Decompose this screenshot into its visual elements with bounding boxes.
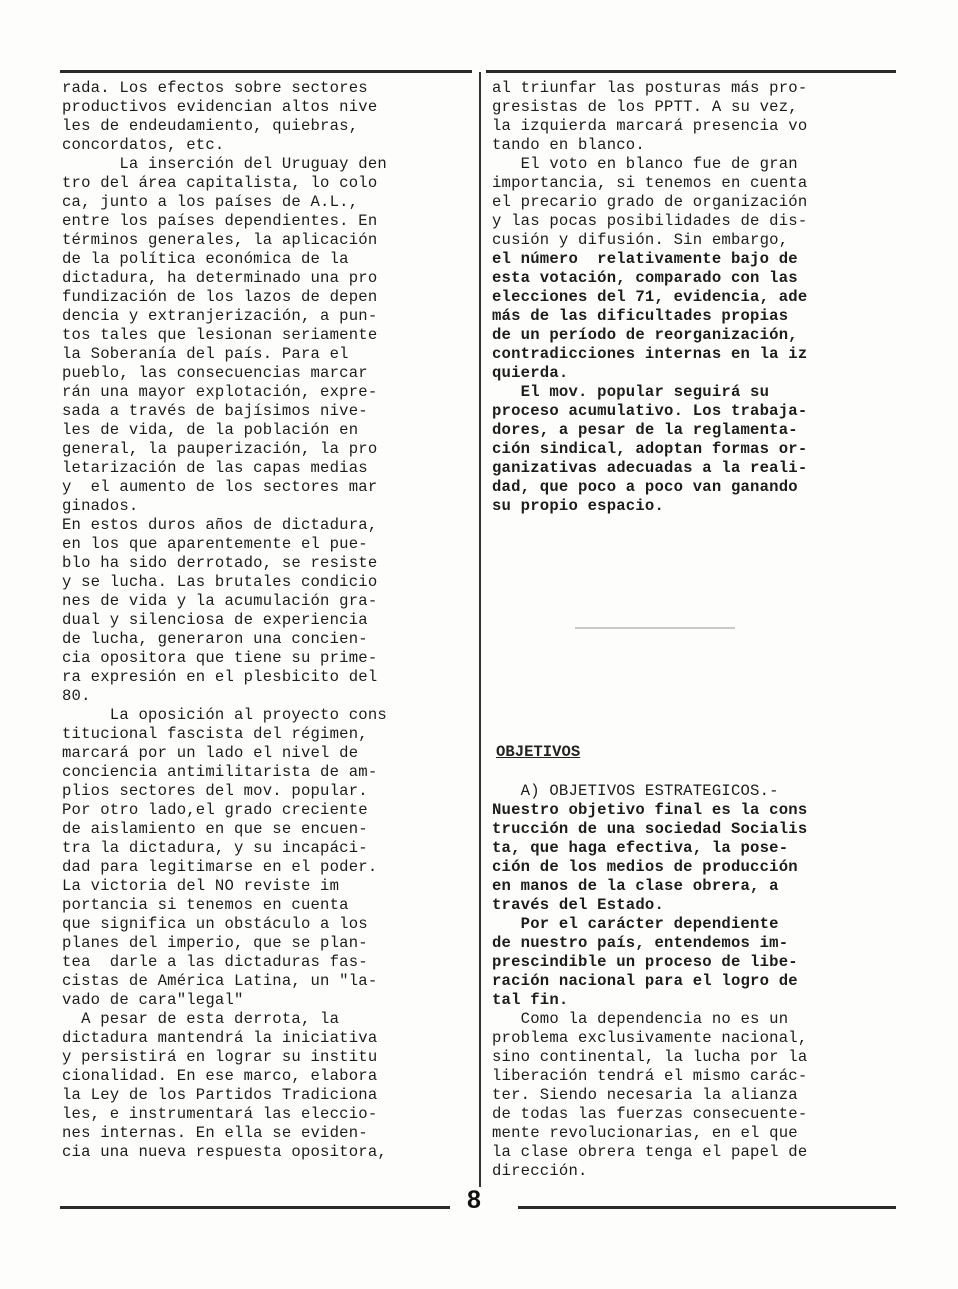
text-line: ra expresión en el plesbicito del: [62, 668, 378, 686]
text-line: dores, a pesar de la reglamenta-: [492, 421, 798, 439]
text-line: la Ley de los Partidos Tradiciona: [62, 1086, 378, 1104]
text-line: términos generales, la aplicación: [62, 231, 378, 249]
text-line: concordatos, etc.: [62, 136, 225, 154]
text-line: y el aumento de los sectores mar: [62, 478, 378, 496]
text-line: tra la dictadura, y su incapáci-: [62, 839, 368, 857]
text-line: Por otro lado,el grado creciente: [62, 801, 368, 819]
text-line: plios sectores del mov. popular.: [62, 782, 368, 800]
bottom-rule-left: [60, 1206, 450, 1209]
page-number: 8: [467, 1186, 481, 1214]
text-line: blo ha sido derrotado, se resiste: [62, 554, 378, 572]
text-line: titucional fascista del régimen,: [62, 725, 368, 743]
text-line: importancia, si tenemos en cuenta: [492, 174, 808, 192]
text-line: ción de los medios de producción: [492, 858, 798, 876]
text-line: trucción de una sociedad Socialis: [492, 820, 808, 838]
text-line: dirección.: [492, 1162, 588, 1180]
text-line: marcará por un lado el nivel de: [62, 744, 359, 762]
left-column: [62, 79, 472, 1162]
text-line: La oposición al proyecto cons: [62, 706, 387, 724]
text-line: productivos evidencian altos nive: [62, 98, 378, 116]
section-heading: OBJETIVOS: [496, 743, 581, 761]
text-line: Como la dependencia no es un: [492, 1010, 789, 1028]
text-line: rán una mayor explotación, expre-: [62, 383, 378, 401]
text-line: de lucha, generaron una concien-: [62, 630, 368, 648]
text-line: dual y silenciosa de experiencia: [62, 611, 368, 629]
section-separator: [575, 627, 735, 629]
text-line: ción sindical, adoptan formas or-: [492, 440, 808, 458]
text-line: les de endeudamiento, quiebras,: [62, 117, 359, 135]
text-line: general, la pauperización, la pro: [62, 440, 378, 458]
text-line: dictadura, ha determinado una pro: [62, 269, 378, 287]
text-line: de aislamiento en que se encuen-: [62, 820, 368, 838]
text-line: dad para legitimarse en el poder.: [62, 858, 378, 876]
text-line: el precario grado de organización: [492, 193, 808, 211]
text-line: ración nacional para el logro de: [492, 972, 798, 990]
text-line: sada a través de bajísimos nive-: [62, 402, 368, 420]
bottom-rule-right: [518, 1206, 896, 1209]
column-divider: [479, 72, 481, 1187]
text-line: esta votación, comparado con las: [492, 269, 798, 287]
text-line: ter. Siendo necesaria la alianza: [492, 1086, 798, 1104]
text-line: portancia si tenemos en cuenta: [62, 896, 349, 914]
text-line: les, e instrumentará las eleccio-: [62, 1105, 378, 1123]
text-line: tos tales que lesionan seriamente: [62, 326, 378, 344]
text-line: cionalidad. En ese marco, elabora: [62, 1067, 378, 1085]
text-line: En estos duros años de dictadura,: [62, 516, 378, 534]
text-line: la izquierda marcará presencia vo: [492, 117, 808, 135]
text-line: más de las dificultades propias: [492, 307, 789, 325]
text-line: A pesar de esta derrota, la: [62, 1010, 340, 1028]
text-line: y las pocas posibilidades de dis-: [492, 212, 808, 230]
text-line: elecciones del 71, evidencia, ade: [492, 288, 808, 306]
text-line: liberación tendrá el mismo carác-: [492, 1067, 808, 1085]
text-line: problema exclusivamente nacional,: [492, 1029, 808, 1047]
text-line: de todas las fuerzas consecuente-: [492, 1105, 808, 1123]
right-column-bottom: [492, 782, 897, 1181]
text-line: la Soberanía del país. Para el: [62, 345, 349, 363]
text-line: en manos de la clase obrera, a: [492, 877, 779, 895]
text-line: de la política económica de la: [62, 250, 349, 268]
text-line: prescindible un proceso de libe-: [492, 953, 798, 971]
text-line: cia opositora que tiene su prime-: [62, 649, 378, 667]
text-line: su propio espacio.: [492, 497, 665, 515]
text-line: El mov. popular seguirá su: [492, 383, 770, 401]
text-line: pueblo, las consecuencias marcar: [62, 364, 368, 382]
text-line: ganizativas adecuadas a la reali-: [492, 459, 808, 477]
text-line: nes de vida y la acumulación gra-: [62, 592, 378, 610]
text-line: tro del área capitalista, lo colo: [62, 174, 378, 192]
text-line: conciencia antimilitarista de am-: [62, 763, 378, 781]
text-line: sino continental, la lucha por la: [492, 1048, 808, 1066]
text-line: entre los países dependientes. En: [62, 212, 378, 230]
text-line: 80.: [62, 687, 91, 705]
text-line: cistas de América Latina, un "la-: [62, 972, 378, 990]
text-line: La inserción del Uruguay den: [62, 155, 387, 173]
text-line: de un período de reorganización,: [492, 326, 798, 344]
text-line: contradicciones internas en la iz: [492, 345, 808, 363]
text-line: les de vida, de la población en: [62, 421, 359, 439]
text-line: ginados.: [62, 497, 139, 515]
text-line: dencia y extranjerización, a pun-: [62, 307, 378, 325]
text-line: quierda.: [492, 364, 569, 382]
text-line: dad, que poco a poco van ganando: [492, 478, 798, 496]
text-line: ca, junto a los países de A.L.,: [62, 193, 359, 211]
text-line: fundización de los lazos de depen: [62, 288, 378, 306]
top-rule-right: [486, 70, 896, 73]
text-line: través del Estado.: [492, 896, 665, 914]
text-line: ta, que haga efectiva, la pose-: [492, 839, 789, 857]
text-line: vado de cara"legal": [62, 991, 244, 1009]
text-line: El voto en blanco fue de gran: [492, 155, 798, 173]
text-line: de nuestro país, entendemos im-: [492, 934, 789, 952]
text-line: nes internas. En ella se eviden-: [62, 1124, 368, 1142]
text-line: en los que aparentemente el pue-: [62, 535, 368, 553]
top-rule-left: [60, 70, 472, 73]
text-line: proceso acumulativo. Los trabaja-: [492, 402, 808, 420]
text-line: Por el carácter dependiente: [492, 915, 779, 933]
text-line: gresistas de los PPTT. A su vez,: [492, 98, 798, 116]
text-line: y persistirá en lograr su institu: [62, 1048, 378, 1066]
text-line: dictadura mantendrá la iniciativa: [62, 1029, 378, 1047]
text-line: la clase obrera tenga el papel de: [492, 1143, 808, 1161]
text-line: tando en blanco.: [492, 136, 645, 154]
text-line: cusión y difusión. Sin embargo,: [492, 231, 789, 249]
text-line: al triunfar las posturas más pro-: [492, 79, 808, 97]
text-line: letarización de las capas medias: [62, 459, 368, 477]
text-line: tea darle a las dictaduras fas-: [62, 953, 368, 971]
text-line: el número relativamente bajo de: [492, 250, 798, 268]
text-line: cia una nueva respuesta opositora,: [62, 1143, 387, 1161]
text-line: mente revolucionarias, en el que: [492, 1124, 798, 1142]
text-line: que significa un obstáculo a los: [62, 915, 368, 933]
text-line: planes del imperio, que se plan-: [62, 934, 368, 952]
text-line: y se lucha. Las brutales condicio: [62, 573, 378, 591]
text-line: Nuestro objetivo final es la cons: [492, 801, 808, 819]
text-line: La victoria del NO reviste im: [62, 877, 340, 895]
right-column-top: [492, 79, 897, 516]
text-line: A) OBJETIVOS ESTRATEGICOS.-: [492, 782, 779, 800]
text-line: tal fin.: [492, 991, 569, 1009]
text-line: rada. Los efectos sobre sectores: [62, 79, 368, 97]
